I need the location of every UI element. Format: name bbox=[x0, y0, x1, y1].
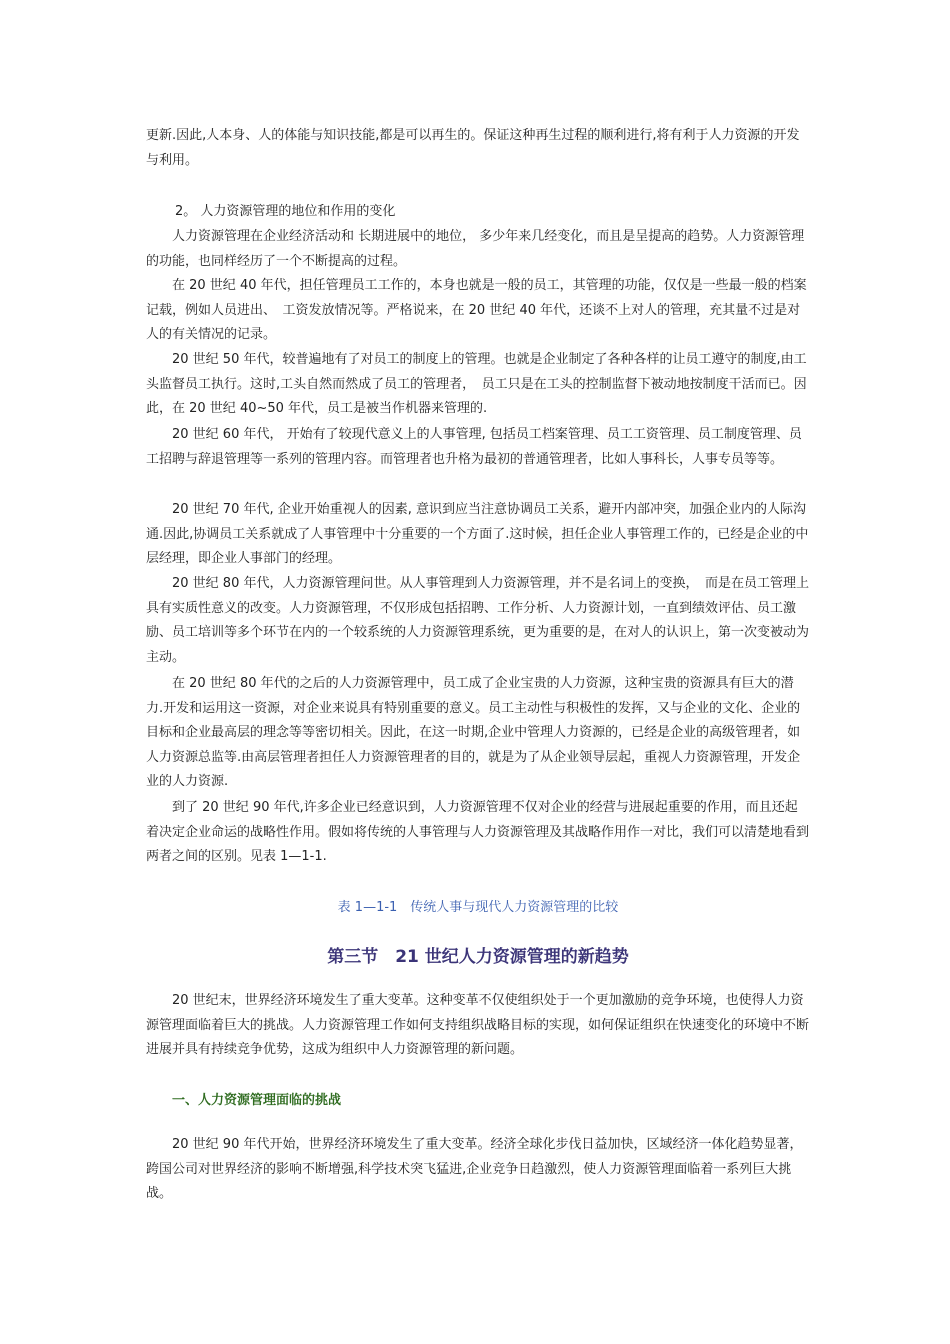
intro-paragraph: 更新.因此,人本身、人的体能与知识技能,都是可以再生的。保证这种再生过程的顺利进行,将有利于人力资源的开发与利用。 bbox=[146, 128, 800, 168]
paragraph-2: 在 20 世纪 40 年代，担任管理员工工作的，本身也就是一般的员工，其管理的功能，仅仅是一些最一般的档案记载，例如人员进出、 工资发放情况等。严格说来，在 20 世纪 40 年代，还谈不上对人的管理，充其量不过是对人的有关情况的记录。 bbox=[146, 278, 807, 342]
paragraph-6: 20 世纪 80 年代，人力资源管理问世。从人事管理到人力资源管理，并不是名词上的变换， 而是在员工管理上具有实质性意义的改变。人力资源管理，不仅形成包括招聘、工作分析、人力资源计划，一直到绩效评估、员工激励、员工培训等多个环节在内的一个较系统的人力资源管理系统，更为重要的是，在对人的认识上，第一次变被动为主动。 bbox=[146, 576, 810, 665]
subsection-title: 一、人力资源管理面临的挑战 bbox=[172, 1093, 342, 1108]
paragraph-1: 人力资源管理在企业经济活动和 长期进展中的地位， 多少年来几经变化，而且是呈提高的趋势。人力资源管理的功能，也同样经历了一个不断提高的过程。 bbox=[146, 229, 805, 269]
paragraph-7: 在 20 世纪 80 年代的之后的人力资源管理中，员工成了企业宝贵的人力资源，这种宝贵的资源具有巨大的潜力.开发和运用这一资源，对企业来说具有特别重要的意义。员工主动性与积极性的发挥，又与企业的文化、企业的目标和企业最高层的理念等等密切相关。因此，在这一时期,企业中管理人力资源的，已经是企业的高级管理者，如人力资源总监等.由高层管理者担任人力资源管理者的目的，就是为了从企业领导层起，重视人力资源管理，开发企业的人力资源. bbox=[146, 676, 801, 789]
paragraph-5: 20 世纪 70 年代, 企业开始重视人的因素, 意识到应当注意协调员工关系，避开内部冲突，加强企业内的人际沟通.因此,协调员工关系就成了人事管理中十分重要的一个方面了.这时候，担任企业人事管理工作的，已经是企业的中层经理，即企业人事部门的经理。 bbox=[146, 502, 809, 566]
paragraph-3: 20 世纪 50 年代，较普遍地有了对员工的制度上的管理。也就是企业制定了各种各样的让员工遵守的制度,由工头监督员工执行。这时,工头自然而然成了员工的管理者， 员工只是在工头的控制监督下被动地按制度干活而已。因此，在 20 世纪 40~50 年代，员工是被当作机器来管理的. bbox=[146, 352, 807, 416]
section-title: 第三节 21 世纪人力资源管理的新趋势 bbox=[327, 947, 629, 967]
subsection-paragraph: 20 世纪 90 年代开始，世界经济环境发生了重大变革。经济全球化步伐日益加快，区域经济一体化趋势显著，跨国公司对世界经济的影响不断增强,科学技术突飞猛进,企业竞争日趋激烈，使人力资源管理面临着一系列巨大挑战。 bbox=[146, 1137, 803, 1201]
table-caption: 表 1—1-1 传统人事与现代人力资源管理的比较 bbox=[337, 900, 619, 915]
section-paragraph: 20 世纪末，世界经济环境发生了重大变革。这种变革不仅使组织处于一个更加激励的竞争环境，也使得人力资源管理面临着巨大的挑战。人力资源管理工作如何支持组织战略目标的实现，如何保证组织在快速变化的环境中不断进展并具有持续竞争优势，这成为组织中人力资源管理的新问题。 bbox=[146, 993, 810, 1057]
paragraph-8: 到了 20 世纪 90 年代,许多企业已经意识到，人力资源管理不仅对企业的经营与进展起重要的作用，而且还起着决定企业命运的战略性作用。假如将传统的人事管理与人力资源管理及其战略作用作一对比，我们可以清楚地看到两者之间的区别。见表 1—1-1. bbox=[146, 800, 810, 864]
subheading: 2。 人力资源管理的地位和作用的变化 bbox=[175, 204, 396, 219]
paragraph-4: 20 世纪 60 年代， 开始有了较现代意义上的人事管理, 包括员工档案管理、员工工资管理、员工制度管理、员工招聘与辞退管理等一系列的管理内容。而管理者也升格为最初的普通管理者，比如人事科长，人事专员等等。 bbox=[146, 427, 802, 467]
